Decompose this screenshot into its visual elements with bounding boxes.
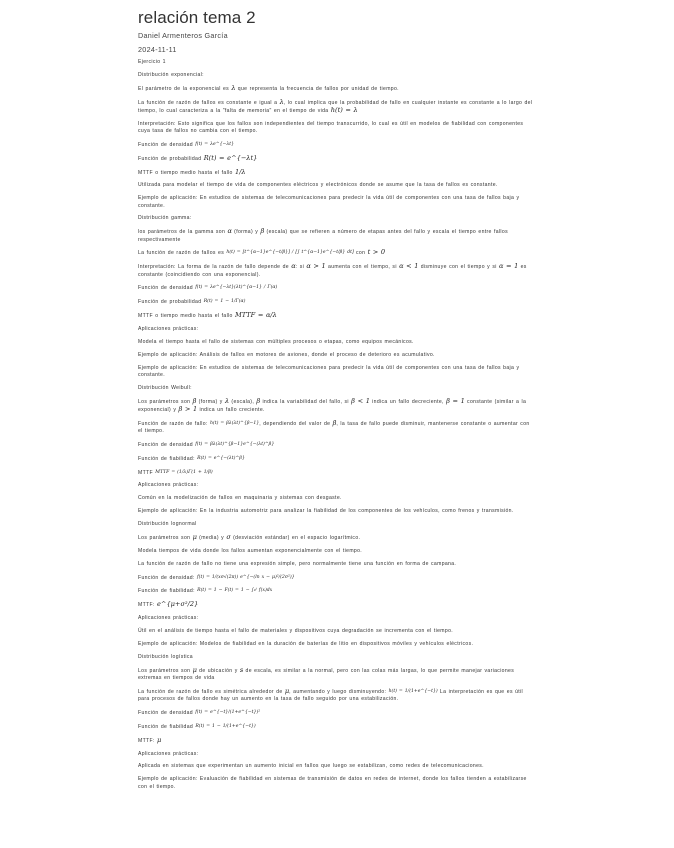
paragraph: [138, 587, 534, 595]
text-run: Distribución logística: [138, 653, 193, 660]
math-expression: α = 1: [498, 262, 519, 271]
text-run: Utilizada para modelar el tiempo de vida de componentes eléctricos y electrónicos donde se asume que la tasa de fallos es constante.: [138, 182, 498, 189]
text-run: El parámetro de la exponencial es: [138, 85, 232, 92]
paragraph: [138, 574, 534, 582]
text-run: Ejemplo de aplicación: Modelos de fiabilidad en la duración de baterías de litio en dispositivos móviles y vehículos eléctricos.: [138, 640, 474, 647]
text-run: Ejemplo de aplicación: En estudios de sistemas de telecomunicaciones para predecir la vida útil de componentes con una tasa de fallos baja y constante.: [138, 195, 520, 209]
paragraph: [138, 398, 534, 414]
text-run: Función de densidad: [138, 141, 196, 148]
math-expression: α < 1: [399, 262, 419, 271]
text-run: Ejemplo de aplicación: En la industria automotriz para analizar la fiabilidad de los componentes de los vehículos, como frenos y transmisión.: [138, 508, 514, 515]
paragraph: [138, 737, 534, 745]
paragraph: [138, 121, 534, 135]
math-expression: β: [260, 227, 265, 236]
text-run: , aumentando y luego disminuyendo:: [289, 688, 389, 695]
math-expression: λ: [279, 97, 284, 106]
math-expression: f(t) = λe^{−λt}: [195, 141, 235, 147]
paragraph: [138, 215, 534, 222]
math-expression: h(t) = 1/(1+e^{−t}): [388, 688, 438, 694]
math-expression: β: [332, 418, 337, 427]
document-date: 2024-11-11: [138, 45, 177, 54]
text-run: es constante (coincidiendo con una exponencial).: [138, 264, 527, 278]
paragraph: [138, 182, 534, 189]
math-expression: β = 1: [446, 396, 465, 405]
math-expression: h(t) = βλ(λt)^{β−1}: [209, 420, 260, 426]
paragraph: [138, 641, 534, 648]
text-run: Función de probabilidad: [138, 155, 204, 162]
text-run: Modela tiempos de vida donde los fallos aumentan exponencialmente con el tiempo.: [138, 547, 363, 554]
paragraph: [138, 495, 534, 502]
math-expression: f(t) = 1/(xσ√(2π)) e^{−(ln x − μ)²/(2σ²)}: [196, 574, 295, 580]
text-run: MTTF:: [138, 602, 158, 609]
document-page: [138, 8, 534, 796]
math-expression: α: [227, 227, 232, 236]
text-run: Ejemplo de aplicación: Análisis de fallos en motores de aviones, donde el proceso de deterioro es acumulativo.: [138, 351, 435, 358]
math-expression: β: [192, 396, 197, 405]
text-run: constante (similar a la exponencial) y: [138, 398, 527, 413]
text-run: Los parámetros son: [138, 667, 193, 674]
paragraph: [138, 72, 534, 79]
paragraph: [138, 441, 534, 449]
math-expression: μ: [192, 665, 197, 674]
paragraph: [138, 339, 534, 346]
text-run: Los parámetros son: [138, 534, 193, 541]
text-run: , lo cual implica que la probabilidad de fallo en cualquier instante es constante a lo largo del tiempo, lo cual caracteriza a la "falta de memoria" en el tiempo de vida: [138, 99, 533, 114]
paragraph: [138, 420, 534, 435]
text-run: Útil en el análisis de tiempo hasta el fallo de materiales y dispositivos cuya degradación se incrementa con el tiempo.: [138, 628, 454, 635]
math-expression: 1/λ: [235, 167, 246, 176]
text-run: que representa la frecuencia de fallos por unidad de tiempo.: [235, 85, 399, 92]
text-run: : si: [295, 264, 307, 271]
text-run: con: [353, 250, 368, 257]
paragraph: [138, 365, 534, 379]
paragraph: [138, 723, 534, 731]
text-run: La función de razón de fallo es simétrica alrededor de: [138, 688, 285, 695]
math-expression: λ: [231, 83, 236, 92]
text-run: Ejercicio 1: [138, 59, 166, 65]
paragraph: [138, 312, 534, 320]
math-expression: μ: [192, 532, 197, 541]
text-run: Aplicaciones prácticas:: [138, 326, 199, 333]
text-run: Función de probabilidad: [138, 299, 204, 306]
paragraph: [138, 601, 534, 609]
text-run: Función de fiabilidad: [138, 723, 196, 730]
text-run: Interpretación: Esto significa que los fallos son independientes del tiempo transcurrido, lo cual es útil en modelos de fiabilidad con componentes cuya tasa de fallos no cambia con el tiempo.: [138, 120, 524, 134]
math-expression: f(t) = λe^{−λt}(λt)^{α−1} / Γ(α): [195, 285, 278, 291]
paragraph: [138, 141, 534, 149]
paragraph: [138, 508, 534, 515]
math-expression: R(t) = 1 − F(t) = 1 − ∫₀ᵗ f(x)dx: [197, 588, 273, 594]
text-run: Aplicaciones prácticas:: [138, 482, 199, 489]
math-expression: α: [291, 262, 296, 271]
text-run: Interpretación: La forma de la razón de fallo depende de: [138, 264, 292, 271]
math-expression: MTTF = α/λ: [235, 311, 277, 320]
paragraph: [138, 628, 534, 635]
text-run: Distribución lognormal: [138, 521, 197, 528]
text-run: indica la variabilidad del fallo, si: [260, 398, 352, 405]
text-run: indica un fallo decreciente,: [369, 398, 447, 405]
paragraph: [138, 59, 534, 66]
document-title: relación tema 2: [138, 8, 256, 27]
text-run: Función de fiabilidad:: [138, 455, 198, 462]
paragraph: [138, 469, 534, 477]
math-expression: R(t) = 1 − 1/Γ(α): [203, 299, 246, 305]
paragraph: [138, 263, 534, 278]
paragraph: [138, 534, 534, 542]
paragraph: [138, 85, 534, 93]
text-run: Función de densidad:: [138, 574, 197, 581]
paragraph: [138, 228, 534, 243]
text-run: Aplicaciones prácticas:: [138, 750, 199, 757]
paragraph: [138, 667, 534, 682]
paragraph: [138, 284, 534, 292]
text-run: MTTF o tiempo medio hasta el fallo: [138, 169, 235, 176]
paragraph: [138, 169, 534, 177]
paragraph: [138, 763, 534, 770]
text-run: MTTF o tiempo medio hasta el fallo: [138, 313, 235, 320]
paragraph: [138, 688, 534, 703]
text-run: indica un fallo creciente.: [197, 406, 265, 413]
math-expression: β: [256, 396, 261, 405]
math-expression: f(t) = βλ(λt)^{β−1}e^{−(λt)^β}: [195, 441, 275, 447]
paragraph: [138, 352, 534, 359]
paragraph: [138, 709, 534, 717]
math-expression: λ: [224, 396, 230, 405]
paragraph: [138, 326, 534, 333]
paragraph: [138, 385, 534, 392]
text-run: Distribución Weibull:: [138, 384, 192, 391]
math-expression: h(t) = λ: [330, 105, 358, 114]
math-expression: β < 1: [351, 396, 370, 405]
paragraph: [138, 751, 534, 758]
math-expression: R(t) = e^{−λt}: [203, 153, 258, 162]
text-run: Función de fiabilidad:: [138, 588, 198, 595]
text-run: (forma) y: [231, 229, 261, 236]
text-run: La función de razón de fallo no tiene una expresión simple, pero normalmente tiene una función en forma de campana.: [138, 560, 457, 567]
text-run: Distribución exponencial:: [138, 71, 204, 78]
math-expression: R(t) = 1 − 1/(1+e^{−t}): [195, 723, 256, 729]
text-run: disminuye con el tiempo y si: [418, 264, 499, 271]
text-run: Función de densidad: [138, 709, 196, 716]
text-run: Distribución gamma:: [138, 215, 192, 222]
math-expression: s: [239, 665, 244, 674]
math-expression: σ: [226, 532, 231, 541]
paragraph: [138, 482, 534, 489]
document-body: [138, 59, 534, 791]
paragraph: [138, 654, 534, 661]
text-run: Función de densidad: [138, 285, 196, 292]
math-expression: f(t) = e^{−t}/(1+e^{−t})²: [195, 709, 261, 715]
text-run: (forma) y: [196, 398, 225, 405]
text-run: (desviación estándar) en el espacio logarítmico.: [230, 534, 361, 541]
paragraph: [138, 195, 534, 209]
document-author: Daniel Armenteros García: [138, 31, 228, 40]
text-run: Modela el tiempo hasta el fallo de sistemas con múltiples procesos o etapas, como equipos mecánicos.: [138, 338, 414, 345]
paragraph: [138, 298, 534, 306]
text-run: (escala) que se refieren a número de etapas antes del fallo y escala el tiempo entre fallos respectivamente: [138, 229, 508, 243]
text-run: Ejemplo de aplicación: En estudios de sistemas de telecomunicaciones para predecir la vida útil de componentes con una tasa de fallos baja y constante.: [138, 364, 520, 378]
text-run: Función de razón de fallo:: [138, 420, 210, 427]
math-expression: e^{μ+σ²/2}: [157, 600, 199, 609]
text-run: Aplicada en sistemas que experimentan un aumento inicial en fallos que luego se estabilizan, como redes de telecomunicaciones.: [138, 763, 484, 770]
paragraph: [138, 521, 534, 528]
text-run: La función de razón de fallos es constante e igual a: [138, 99, 280, 106]
text-run: de escala, es similar a la normal, pero con las colas más largas, lo que permite manejar variaciones extremas en tiempos de vida: [138, 667, 515, 681]
text-run: (escala),: [229, 398, 257, 405]
text-run: (media) y: [196, 534, 227, 541]
math-expression: R(t) = e^{−(λt)^β}: [197, 455, 245, 461]
text-run: los parámetros de la gamma son: [138, 229, 228, 236]
paragraph: [138, 548, 534, 555]
text-run: MTTF:: [138, 737, 158, 744]
text-run: Función de densidad: [138, 441, 196, 448]
paragraph: [138, 561, 534, 568]
text-run: La función de razón de fallos es: [138, 250, 227, 257]
math-expression: β > 1: [178, 404, 198, 413]
text-run: MTTF: [138, 469, 156, 476]
text-run: Los parámetros son: [138, 398, 193, 405]
math-expression: MTTF = (1/λ)Γ(1 + 1/β): [155, 469, 213, 475]
text-run: La interpretación es que es útil para procesos de fallos donde hay un aumento en la tasa de fallo seguido por una estabilización.: [138, 688, 524, 703]
math-expression: t > 0: [367, 248, 386, 257]
text-run: , la tasa de fallo puede disminuir, mantenerse constante o aumentar con el tiempo.: [138, 420, 530, 434]
paragraph: [138, 99, 534, 115]
paragraph: [138, 455, 534, 463]
paragraph: [138, 776, 534, 790]
text-run: Ejemplo de aplicación: Evaluación de fiabilidad en sistemas de transmisión de datos en redes de internet, donde los fallos tienden a estabilizarse con el tiempo.: [138, 776, 527, 790]
text-run: de ubicación y: [196, 667, 240, 674]
text-run: , dependiendo del valor de: [259, 420, 333, 427]
paragraph: [138, 615, 534, 622]
math-expression: μ: [157, 735, 162, 744]
math-expression: α > 1: [306, 262, 326, 271]
paragraph: [138, 155, 534, 163]
paragraph: [138, 249, 534, 257]
text-run: Común en la modelización de fallos en maquinaria y sistemas con desgaste.: [138, 495, 342, 502]
text-run: aumenta con el tiempo, si: [325, 264, 400, 271]
math-expression: μ: [284, 686, 290, 695]
text-run: Aplicaciones prácticas:: [138, 615, 199, 622]
math-expression: h(t) = [t^{α−1}e^{−t/β}] / [∫ t^{α−1}e^{−t/β} dt]: [226, 250, 354, 256]
